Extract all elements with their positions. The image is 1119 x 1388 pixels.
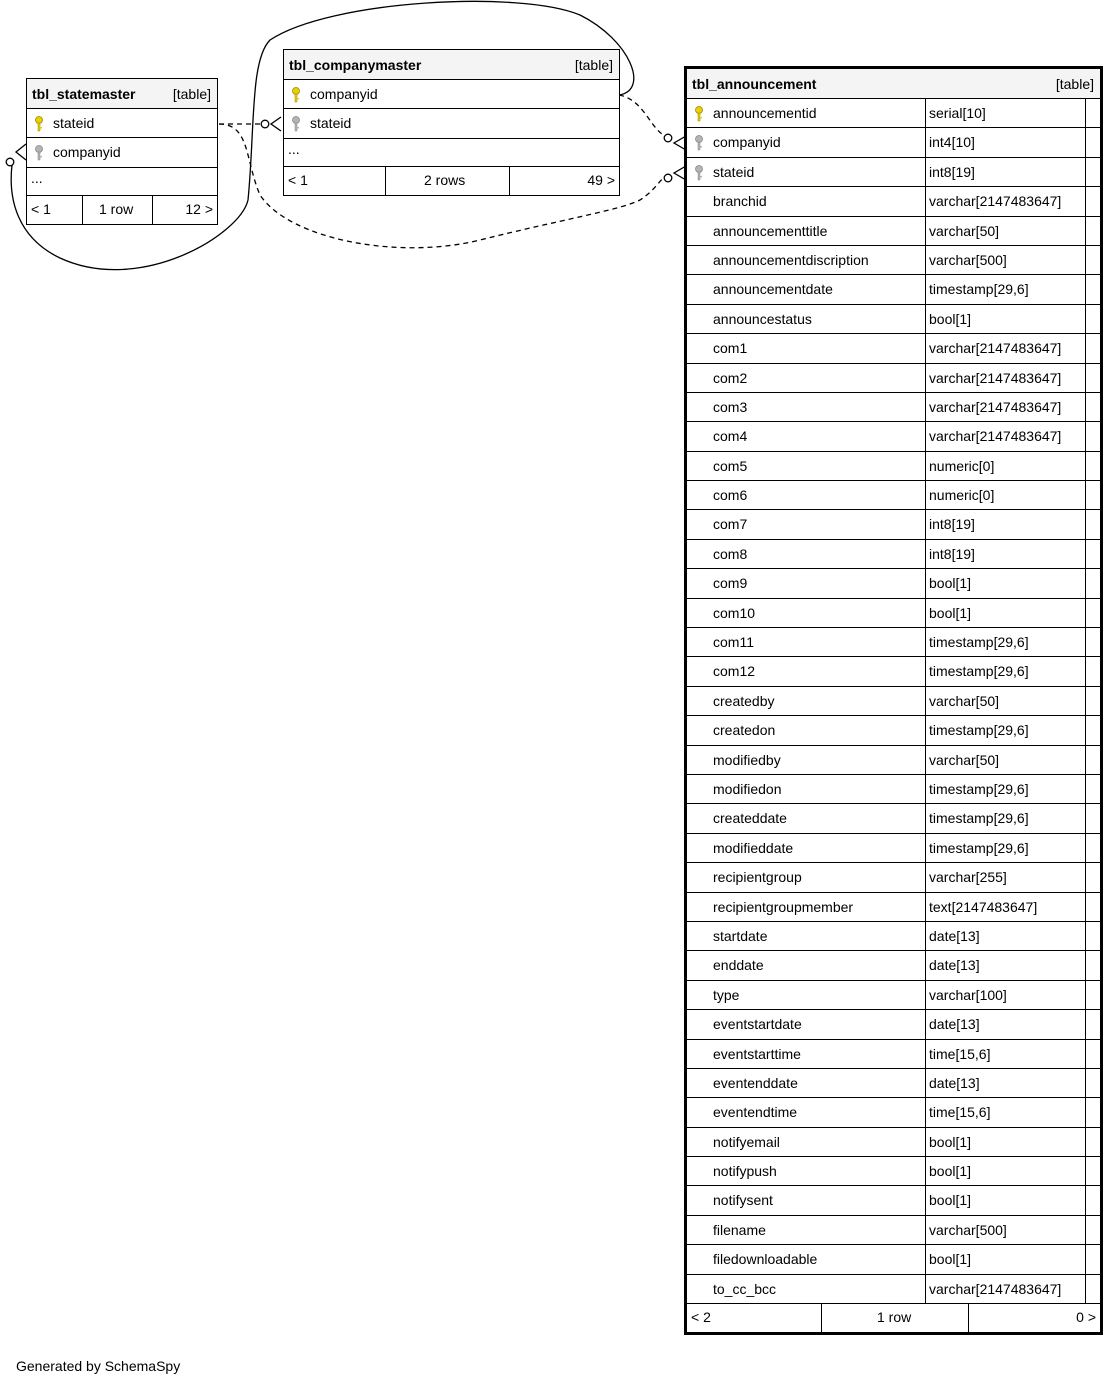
column-type: timestamp[29,6] [929, 281, 1029, 298]
table-header [284, 50, 619, 80]
cell-divider [925, 922, 926, 950]
column-type: varchar[500] [929, 251, 1007, 268]
column-type: date[13] [929, 927, 980, 944]
cell-divider [1085, 834, 1086, 862]
cell-divider [1085, 481, 1086, 509]
column-name: filename [713, 1221, 766, 1238]
table-footer [27, 196, 217, 224]
parents-count[interactable]: < 2 [687, 1304, 822, 1332]
column-name: eventenddate [713, 1074, 798, 1091]
table-header [687, 69, 1100, 99]
cell-divider [925, 246, 926, 274]
cell-divider [925, 657, 926, 685]
cell-divider [1085, 246, 1086, 274]
column-row[interactable] [687, 834, 1100, 863]
column-type: time[15,6] [929, 1104, 991, 1121]
column-name: com10 [713, 604, 756, 621]
column-type: numeric[0] [929, 457, 995, 474]
column-row[interactable] [687, 1010, 1100, 1039]
column-type: timestamp[29,6] [929, 663, 1029, 680]
column-row[interactable] [687, 746, 1100, 775]
column-type: varchar[50] [929, 751, 1000, 768]
table-tag: [table] [172, 86, 211, 102]
cell-divider [1085, 1216, 1086, 1244]
column-name: com3 [713, 398, 748, 415]
cell-divider [1085, 393, 1086, 421]
column-type: timestamp[29,6] [929, 780, 1029, 797]
column-name: branchid [713, 193, 767, 210]
column-name: stateid [53, 115, 95, 131]
column-type: varchar[100] [929, 986, 1007, 1003]
cell-divider [1085, 951, 1086, 979]
column-type: varchar[255] [929, 869, 1007, 886]
column-type: time[15,6] [929, 1045, 991, 1062]
column-row[interactable] [27, 109, 217, 138]
foreign-key-icon [290, 116, 302, 132]
column-row[interactable] [687, 1040, 1100, 1069]
column-type: int8[19] [929, 163, 975, 180]
cell-divider [925, 275, 926, 303]
table-companymaster[interactable] [283, 49, 620, 196]
column-row[interactable] [687, 981, 1100, 1010]
column-type: varchar[2147483647] [929, 428, 1062, 445]
column-type: bool[1] [929, 310, 972, 327]
cell-divider [1085, 716, 1086, 744]
column-type: date[13] [929, 957, 980, 974]
column-name: filedownloadable [713, 1251, 818, 1268]
primary-key-icon [693, 106, 705, 122]
column-type: int4[10] [929, 134, 975, 151]
cell-divider [1085, 364, 1086, 392]
cell-divider [925, 628, 926, 656]
cell-divider [1085, 804, 1086, 832]
cell-divider [1085, 99, 1086, 127]
cell-divider [1085, 628, 1086, 656]
column-name: com12 [713, 663, 756, 680]
cell-divider [925, 128, 926, 156]
column-row[interactable] [687, 187, 1100, 216]
column-row[interactable] [687, 1245, 1100, 1274]
cell-divider [1085, 1245, 1086, 1273]
column-name: com2 [713, 369, 748, 386]
column-name: companyid [310, 86, 378, 102]
cell-divider [925, 687, 926, 715]
table-footer [284, 167, 619, 195]
column-row[interactable] [687, 158, 1100, 187]
cell-divider [1085, 569, 1086, 597]
column-type: bool[1] [929, 1163, 972, 1180]
cell-divider [925, 540, 926, 568]
column-row[interactable] [687, 393, 1100, 422]
cell-divider [925, 99, 926, 127]
column-row[interactable] [687, 922, 1100, 951]
foreign-key-icon [693, 165, 705, 181]
column-name: eventendtime [713, 1104, 798, 1121]
cell-divider [1085, 1128, 1086, 1156]
column-type: varchar[50] [929, 692, 1000, 709]
column-type: varchar[2147483647] [929, 1280, 1062, 1297]
cell-divider [925, 452, 926, 480]
column-type: varchar[2147483647] [929, 369, 1062, 386]
column-name: companyid [53, 144, 121, 161]
cell-divider [925, 1069, 926, 1097]
zero-marker [6, 158, 14, 166]
column-row[interactable] [687, 1157, 1100, 1186]
column-row[interactable] [687, 1216, 1100, 1245]
cell-divider [925, 158, 926, 186]
cell-divider [925, 393, 926, 421]
column-type: numeric[0] [929, 487, 995, 504]
cell-divider [1085, 540, 1086, 568]
column-row[interactable] [687, 687, 1100, 716]
column-name: com5 [713, 457, 748, 474]
row-count: 1 row [83, 196, 153, 224]
children-count[interactable]: 0 > [1076, 1309, 1096, 1326]
column-row[interactable] [687, 364, 1100, 393]
children-count[interactable]: 12 > [185, 200, 213, 217]
cell-divider [925, 510, 926, 538]
column-type: int8[19] [929, 516, 975, 533]
cell-divider [1085, 217, 1086, 245]
column-row[interactable] [27, 138, 217, 167]
column-type: int8[19] [929, 545, 975, 562]
column-name: announcementdate [713, 281, 833, 298]
column-name: recipientgroup [713, 869, 802, 886]
column-row[interactable] [687, 599, 1100, 628]
cell-divider [925, 1186, 926, 1214]
column-name: com8 [713, 545, 748, 562]
column-name: notifypush [713, 1163, 777, 1180]
cell-divider [1085, 599, 1086, 627]
cell-divider [925, 1245, 926, 1273]
column-row[interactable] [687, 628, 1100, 657]
cell-divider [925, 746, 926, 774]
column-name: createddate [713, 810, 787, 827]
more-columns: ... [284, 139, 619, 167]
column-type: date[13] [929, 1074, 980, 1091]
column-name: com1 [713, 340, 748, 357]
cell-divider [925, 804, 926, 832]
table-name[interactable]: tbl_companymaster [289, 57, 422, 73]
column-name: modifieddate [713, 839, 794, 856]
cell-divider [925, 1098, 926, 1126]
cell-divider [925, 775, 926, 803]
cell-divider [1085, 1275, 1086, 1303]
table-statemaster[interactable] [26, 78, 218, 225]
column-name: modifiedby [713, 751, 781, 768]
cell-divider [925, 893, 926, 921]
edge-company-announcement [619, 95, 667, 137]
row-count: 2 rows [386, 167, 510, 195]
column-type: text[2147483647] [929, 898, 1038, 915]
column-row[interactable] [687, 246, 1100, 275]
cell-divider [925, 305, 926, 333]
cell-divider [925, 1157, 926, 1185]
cell-divider [1085, 981, 1086, 1009]
cell-divider [925, 981, 926, 1009]
cell-divider [1085, 422, 1086, 450]
column-row[interactable] [687, 452, 1100, 481]
column-name: announcementdiscription [713, 251, 869, 268]
cell-divider [925, 1128, 926, 1156]
column-name: companyid [713, 134, 781, 151]
column-name: announcestatus [713, 310, 812, 327]
table-name[interactable]: tbl_announcement [692, 76, 817, 92]
table-name[interactable]: tbl_statemaster [32, 86, 136, 102]
table-tag: [table] [574, 57, 613, 73]
cell-divider [1085, 687, 1086, 715]
column-name: announcementid [713, 105, 817, 121]
column-name: com11 [713, 634, 754, 651]
cell-divider [1085, 510, 1086, 538]
column-type: varchar[2147483647] [929, 193, 1062, 210]
cell-divider [1085, 1010, 1086, 1038]
column-name: modifiedon [713, 780, 782, 797]
column-name: announcementtitle [713, 222, 828, 239]
column-name: type [713, 986, 740, 1003]
cell-divider [925, 422, 926, 450]
cell-divider [925, 364, 926, 392]
column-type: timestamp[29,6] [929, 810, 1029, 827]
cell-divider [925, 1216, 926, 1244]
parents-count[interactable]: < 1 [284, 167, 386, 195]
cell-divider [1085, 305, 1086, 333]
column-name: recipientgroupmember [713, 898, 854, 915]
cell-divider [925, 481, 926, 509]
cell-divider [925, 716, 926, 744]
column-row[interactable] [687, 510, 1100, 539]
column-row[interactable] [687, 951, 1100, 980]
cell-divider [925, 951, 926, 979]
column-row[interactable] [687, 716, 1100, 745]
cell-divider [925, 599, 926, 627]
cell-divider [1085, 334, 1086, 362]
column-row[interactable] [687, 863, 1100, 892]
column-name: createdon [713, 722, 776, 739]
table-announcement[interactable] [684, 66, 1103, 1335]
column-row[interactable] [687, 893, 1100, 922]
cell-divider [925, 834, 926, 862]
cell-divider [1085, 863, 1086, 891]
cell-divider [925, 217, 926, 245]
column-type: timestamp[29,6] [929, 722, 1029, 739]
column-name: eventstartdate [713, 1016, 802, 1033]
column-type: varchar[2147483647] [929, 340, 1062, 357]
cell-divider [1085, 657, 1086, 685]
column-row[interactable] [687, 1069, 1100, 1098]
cell-divider [925, 1275, 926, 1303]
column-row[interactable] [687, 275, 1100, 304]
column-row[interactable] [687, 334, 1100, 363]
table-header [27, 79, 217, 109]
column-row[interactable] [687, 540, 1100, 569]
row-count: 1 row [822, 1304, 969, 1332]
cell-divider [1085, 1098, 1086, 1126]
crowfoot-marker [271, 117, 281, 131]
cell-divider [925, 1010, 926, 1038]
column-row[interactable] [284, 80, 619, 109]
foreign-key-icon [693, 135, 705, 151]
column-row[interactable] [687, 657, 1100, 686]
column-type: bool[1] [929, 1192, 972, 1209]
column-type: bool[1] [929, 1133, 972, 1150]
zero-marker [261, 120, 269, 128]
cell-divider [1085, 187, 1086, 215]
column-type: varchar[50] [929, 222, 1000, 239]
column-name: com7 [713, 516, 748, 533]
generated-by-note: Generated by SchemaSpy [16, 1358, 181, 1374]
parents-count[interactable]: < 1 [27, 196, 83, 224]
cell-divider [925, 863, 926, 891]
column-type: timestamp[29,6] [929, 839, 1029, 856]
column-row[interactable] [687, 1275, 1100, 1304]
cell-divider [1085, 128, 1086, 156]
cell-divider [1085, 452, 1086, 480]
cell-divider [1085, 158, 1086, 186]
column-row[interactable] [687, 217, 1100, 246]
column-row[interactable] [687, 775, 1100, 804]
column-row[interactable] [687, 1128, 1100, 1157]
column-name: to_cc_bcc [713, 1280, 777, 1297]
cell-divider [925, 569, 926, 597]
foreign-key-icon [33, 145, 45, 161]
column-type: bool[1] [929, 604, 972, 621]
column-name: stateid [713, 163, 755, 180]
cell-divider [1085, 1069, 1086, 1097]
column-row[interactable] [687, 804, 1100, 833]
column-type: timestamp[29,6] [929, 634, 1029, 651]
cell-divider [1085, 922, 1086, 950]
column-row[interactable] [687, 1186, 1100, 1215]
primary-key-icon [290, 87, 302, 103]
column-row[interactable] [687, 569, 1100, 598]
column-type: varchar[500] [929, 1221, 1007, 1238]
zero-marker [664, 134, 672, 142]
column-row[interactable] [687, 1098, 1100, 1127]
column-name: startdate [713, 927, 768, 944]
cell-divider [1085, 746, 1086, 774]
cell-divider [1085, 1157, 1086, 1185]
zero-marker [664, 174, 672, 182]
table-tag: [table] [1055, 76, 1094, 92]
column-type: bool[1] [929, 575, 972, 592]
cell-divider [1085, 775, 1086, 803]
primary-key-icon [33, 116, 45, 132]
column-name: com4 [713, 428, 748, 445]
column-name: eventstarttime [713, 1045, 801, 1062]
cell-divider [925, 187, 926, 215]
cell-divider [1085, 275, 1086, 303]
column-name: stateid [310, 115, 352, 132]
column-name: enddate [713, 957, 764, 974]
crowfoot-marker [16, 144, 26, 160]
cell-divider [925, 1040, 926, 1068]
table-footer [687, 1304, 1100, 1332]
column-name: com6 [713, 487, 748, 504]
cell-divider [1085, 1040, 1086, 1068]
more-columns: ... [27, 168, 217, 196]
cell-divider [925, 334, 926, 362]
cell-divider [1085, 1186, 1086, 1214]
column-row[interactable] [687, 128, 1100, 157]
children-count[interactable]: 49 > [587, 171, 615, 188]
column-type: bool[1] [929, 1251, 972, 1268]
column-row[interactable] [687, 481, 1100, 510]
cell-divider [1085, 893, 1086, 921]
column-type: date[13] [929, 1016, 980, 1033]
column-type: serial[10] [929, 105, 986, 121]
column-list [687, 99, 1100, 1304]
column-name: com9 [713, 575, 748, 592]
column-row[interactable] [687, 99, 1100, 128]
column-name: createdby [713, 692, 775, 709]
column-row[interactable] [284, 109, 619, 138]
column-type: varchar[2147483647] [929, 398, 1062, 415]
column-row[interactable] [687, 422, 1100, 451]
column-row[interactable] [687, 305, 1100, 334]
column-name: notifysent [713, 1192, 773, 1209]
column-name: notifyemail [713, 1133, 780, 1150]
